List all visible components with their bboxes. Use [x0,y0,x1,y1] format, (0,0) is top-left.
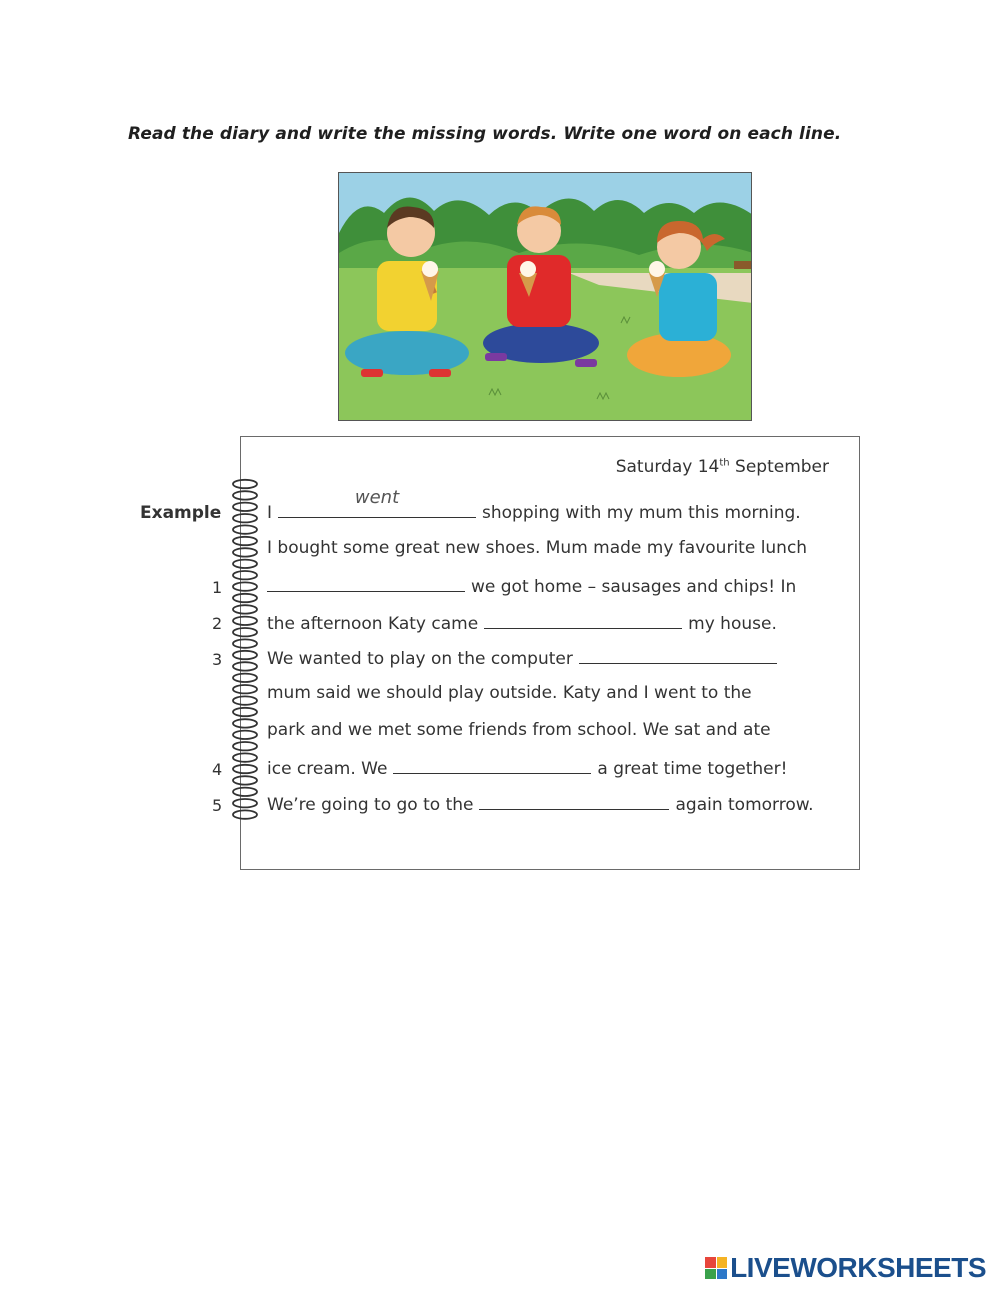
children-eating-ice-cream-image [339,173,752,421]
example-answer-blank [278,487,476,518]
spiral-ring [233,719,257,727]
spiral-ring [233,765,257,773]
answer-blank-4[interactable] [393,757,591,774]
logo-text: LIVEWORKSHEETS [730,1252,986,1283]
answer-blank-3[interactable] [579,647,777,664]
spiral-ring [233,617,257,625]
diary-line-example [267,487,801,523]
line-text: again tomorrow. [675,795,814,815]
line-text: park and we met some friends from school. We sat and ate [267,720,771,740]
item-number-4: 4 [212,760,223,779]
date-month: September [729,457,829,477]
spiral-ring [233,776,257,784]
item-number-2: 2 [212,614,223,633]
spiral-ring [233,582,257,590]
line-text: I [267,503,273,523]
diary-line-4 [267,757,787,779]
answer-blank-2[interactable] [484,612,682,629]
item-number-5: 5 [212,796,223,815]
spiral-ring [233,685,257,693]
spiral-ring [233,571,257,579]
spiral-ring [233,799,257,807]
spiral-ring [233,662,257,670]
spiral-ring [233,491,257,499]
spiral-ring [233,674,257,682]
date-suffix-superscript: th [719,457,730,469]
line-text: we got home – sausages and chips! In [471,577,797,597]
line-text: We wanted to play on the computer [267,649,573,669]
diary-line-2 [267,612,777,634]
instruction-heading: Read the diary and write the missing words. Write one word on each line. [128,124,842,144]
spiral-ring [233,810,257,818]
spiral-ring [233,639,257,647]
spiral-ring [233,514,257,522]
diary-line-1 [267,575,796,597]
spiral-ring [233,537,257,545]
line-text: We’re going to go to the [267,795,474,815]
line-text: shopping with my mum this morning. [482,503,801,523]
diary-line-3 [267,647,783,669]
liveworksheets-logo [705,1252,986,1284]
spiral-ring [233,560,257,568]
park-illustration [338,172,752,421]
line-text: my house. [688,614,777,634]
spiral-ring [233,696,257,704]
spiral-ring [233,628,257,636]
spiral-ring [233,708,257,716]
item-number-3: 3 [212,650,223,669]
line-text: I bought some great new shoes. Mum made my favourite lunch [267,538,808,558]
spiral-ring [233,548,257,556]
answer-blank-5[interactable] [479,793,669,810]
notebook-spiral-binding [227,478,263,828]
spiral-ring [233,753,257,761]
diary-date [616,457,829,477]
line-text: ice cream. We [267,759,388,779]
diary-line [267,683,752,703]
spiral-ring [233,605,257,613]
line-text: a great time together! [597,759,788,779]
answer-blank-1[interactable] [267,575,465,592]
diary-line [267,538,807,558]
spiral-ring [233,731,257,739]
spiral-ring [233,651,257,659]
spiral-ring [233,480,257,488]
spiral-ring [233,525,257,533]
spiral-ring [233,503,257,511]
diary-page [240,436,860,870]
spiral-ring [233,742,257,750]
spiral-ring [233,788,257,796]
diary-line-5 [267,793,814,815]
example-label: Example [140,503,222,523]
spiral-ring [233,594,257,602]
date-day: Saturday 14 [615,457,720,477]
diary-line [267,720,771,740]
logo-grid-icon [705,1257,727,1279]
line-text: mum said we should play outside. Katy and I went to the [267,683,752,703]
item-number-1: 1 [212,578,223,597]
line-text: the afternoon Katy came [267,614,479,634]
example-answer: went [354,487,400,508]
